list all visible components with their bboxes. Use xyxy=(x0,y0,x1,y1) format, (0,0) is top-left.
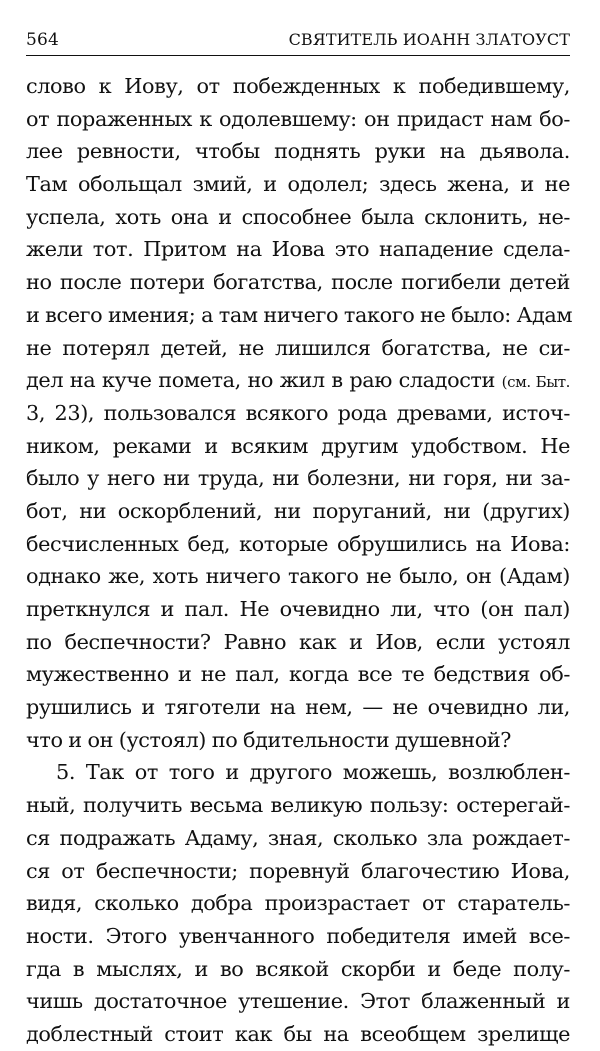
book-page xyxy=(26,30,573,1051)
body-text xyxy=(26,70,573,1051)
text-line-main: дел на куче помета, но жил в раю сладости xyxy=(26,368,496,393)
text-line: от пораженных к одолевшему: он придаст нам бо- xyxy=(26,106,570,131)
text-line-with-citation xyxy=(26,364,570,397)
page-number: 564 xyxy=(26,30,60,50)
text-line: доблестный стоит как бы на всеобщем зрелище xyxy=(26,1021,570,1046)
text-line: не потерял детей, не лишился богатства, не си- xyxy=(26,335,570,360)
text-line: по беспечности? Равно как и Иов, если устоял xyxy=(26,629,570,654)
text-line: ности. Этого увенчанного победителя имей все- xyxy=(26,923,570,948)
text-line: ником, реками и всяким другим удобством. Не xyxy=(26,433,570,458)
text-line: рушились и тяготели на нем, — не очевидно ли, xyxy=(26,695,570,720)
paragraph-end-line: что и он (устоял) по бдительности душевной? xyxy=(26,727,512,752)
text-line: слово к Иову, от побежденных к победившему, xyxy=(26,74,570,98)
text-line: бот, ни оскорблений, ни поруганий, ни (других) xyxy=(26,498,570,523)
text-line: но после потери богатства, после погибели детей xyxy=(26,270,570,295)
text-line: успела, хоть она и способнее была склонить, не- xyxy=(26,204,570,229)
text-line: было у него ни труда, ни болезни, ни горя, ни за- xyxy=(26,466,570,491)
text-line: преткнулся и пал. Не очевидно ли, что (он пал) xyxy=(26,597,570,621)
text-line: гда в мыслях, и во всякой скорби и беде полу- xyxy=(26,956,570,981)
text-line: 3, 23), пользовался всякого рода древами, источ- xyxy=(26,400,570,425)
paragraph-start-line: 5. Так от того и другого можешь, возлюблен- xyxy=(56,760,570,785)
text-line: бесчисленных бед, которые обрушились на Иова: xyxy=(26,531,570,556)
running-header xyxy=(26,30,570,56)
text-line: жели тот. Притом на Иова это нападение сдела- xyxy=(26,237,570,262)
text-line: мужественно и не пал, когда все те бедствия об- xyxy=(26,662,570,687)
text-line: лее ревности, чтобы поднять руки на дьявола. xyxy=(26,139,570,164)
text-line: видя, сколько добра произрастает от старатель- xyxy=(26,891,570,916)
text-line: Там обольщал змий, и одолел; здесь жена, и не xyxy=(26,172,570,197)
bible-citation: (см. Быт. xyxy=(501,373,571,392)
text-line: ный, получить весьма великую пользу: остерегай- xyxy=(26,793,570,818)
text-line: чишь достаточное утешение. Этот блаженный и xyxy=(26,989,570,1014)
text-line: однако же, хоть ничего такого не было, он (Адам) xyxy=(26,564,570,589)
text-line: ся от беспечности; поревнуй благочестию Иова, xyxy=(26,858,570,883)
text-line: и всего имения; а там ничего такого не было: Адам xyxy=(26,302,573,327)
text-line: ся подражать Адаму, зная, сколько зла рождает- xyxy=(26,825,570,850)
running-title: СВЯТИТЕЛЬ ИОАНН ЗЛАТОУСТ xyxy=(288,30,570,49)
